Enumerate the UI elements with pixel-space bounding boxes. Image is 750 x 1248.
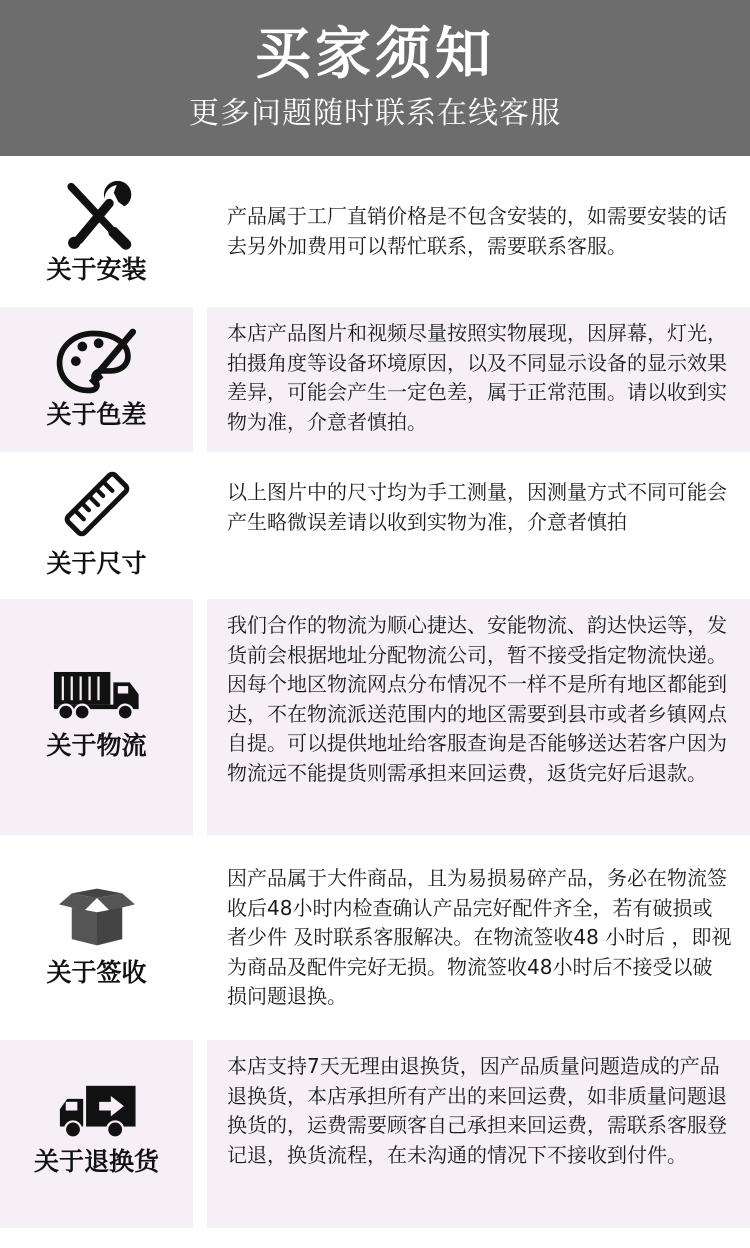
return-truck-icon [57, 1084, 137, 1140]
section-size [0, 456, 750, 593]
section-label-panel [0, 841, 193, 1034]
section-text-panel [207, 160, 750, 303]
truck-icon [52, 669, 142, 721]
section-label: 关于色差 [46, 400, 147, 429]
section-text: 本店支持7天无理由退换货，因产品质量问题造成的产品退换货，本店承担所有产出的来回运费，如非质量问题退换货的，运费需要顾客自己承担来回运费，需联系客服登记退，换货流程，在未沟通的情况下不接收到付件。 [227, 1054, 727, 1167]
section-label: 关于退换货 [33, 1147, 159, 1176]
ruler-icon [61, 468, 133, 540]
open-box-icon [57, 887, 137, 947]
palette-icon [56, 327, 138, 397]
section-label-panel [0, 307, 193, 452]
section-installation [0, 160, 750, 303]
section-text: 我们合作的物流为顺心捷达、安能物流、韵达快运等，发货前会根据地址分配物流公司，暂不接受指定物流快递。因每个地区物流网点分布情况不一样不是所有地区都能到达，不在物流派送范围内的地区需要到县市或者乡镇网点自提。可以提供地址给客服查询是否能够送达若客户因为物流远不能提货则需承担来回运费，返货完好后退款。 [227, 613, 727, 785]
page-header [0, 0, 750, 156]
section-label-panel [0, 599, 193, 835]
section-text-panel [207, 307, 750, 452]
section-label-panel [0, 456, 193, 593]
section-label: 关于签收 [46, 958, 147, 987]
section-text-panel [207, 456, 750, 593]
section-label-panel [0, 1040, 193, 1228]
page-title: 买家须知 [255, 22, 495, 87]
section-receipt [0, 841, 750, 1034]
section-text-panel [207, 841, 750, 1034]
section-text: 以上图片中的尺寸均为手工测量，因测量方式不同可能会产生略微误差请以收到实物为准，介意者慎拍 [227, 480, 727, 534]
section-text: 本店产品图片和视频尽量按照实物展现，因屏幕，灯光，拍摄角度等设备环境原因，以及不同显示设备的显示效果差异，可能会产生一定色差，属于正常范围。请以收到实物为准，介意者慎拍。 [227, 321, 727, 434]
section-text: 因产品属于大件商品，且为易损易碎产品，务必在物流签收后48小时内检查确认产品完好配件齐全，若有破损或者少件 及时联系客服解决。在物流签收48 小时后 ，即视为商品及配件完好无损。物流签收48小时后不接受以破损问题退换。 [227, 866, 732, 1008]
section-text: 产品属于工厂直销价格是不包含安装的，如需要安装的话去另外加费用可以帮忙联系，需要联系客服。 [227, 204, 727, 258]
section-label: 关于尺寸 [46, 549, 147, 578]
section-label: 关于物流 [46, 731, 147, 760]
section-label-panel [0, 160, 193, 303]
section-text-panel [207, 1040, 750, 1228]
section-returns [0, 1040, 750, 1228]
wrench-screwdriver-icon [59, 176, 135, 252]
page-subtitle: 更多问题随时联系在线客服 [189, 96, 561, 131]
section-text-panel [207, 599, 750, 835]
section-label: 关于安装 [46, 255, 147, 284]
section-logistics [0, 599, 750, 835]
section-color-difference [0, 307, 750, 452]
